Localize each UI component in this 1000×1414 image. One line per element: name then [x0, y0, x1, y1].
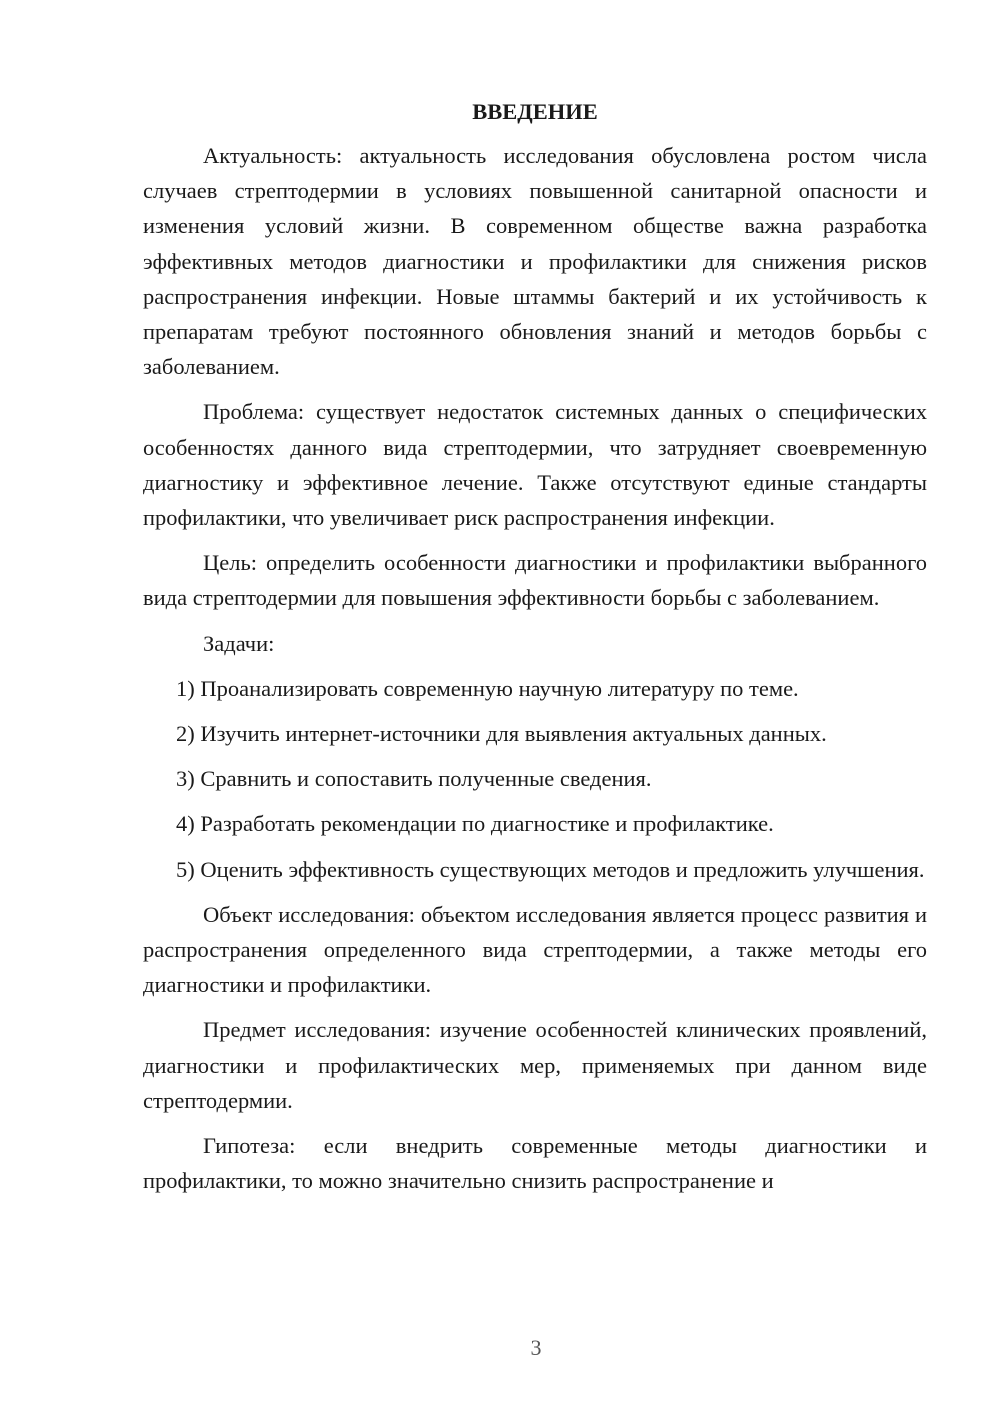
tasks-heading: Задачи: — [203, 630, 275, 656]
paragraph-goal: Цель: определить особенности диагностики и профилактики выбранного вида стрептодермии для повышения эффективности борьбы с заболеванием. — [143, 550, 927, 611]
paragraph-subject: Предмет исследования: изучение особенностей клинических проявлений, диагностики и профилактических мер, применяемых при данном виде стрептодермии. — [143, 1017, 927, 1113]
paragraph-object: Объект исследования: объектом исследования является процесс развития и распространения определенного вида стрептодермии, а также методы его диагностики и профилактики. — [143, 901, 927, 998]
paragraph-hypothesis: Гипотеза: если внедрить современные методы диагностики и профилактики, то можно значительно снизить распространение и — [143, 1133, 927, 1194]
section-title: ВВЕДЕНИЕ — [472, 99, 598, 124]
task-item: 4) Разработать рекомендации по диагностике и профилактике. — [176, 811, 774, 837]
page-number: 3 — [530, 1335, 542, 1360]
paragraph-relevance: Актуальность: актуальность исследования обусловлена ростом числа случаев стрептодермии в условиях повышенной санитарной опасности и изменения условий жизни. В современном обществе важна разработка эффективных методов диагностики и профилактики для снижения рисков распространения инфекции. Новые штаммы бактерий и их устойчивость к препаратам требуют постоянного обновления знаний и методов борьбы с заболеванием. — [143, 143, 927, 380]
task-item: 1) Проанализировать современную научную литературу по теме. — [176, 675, 799, 701]
task-item: 3) Сравнить и сопоставить полученные сведения. — [176, 766, 652, 792]
task-item: 2) Изучить интернет-источники для выявления актуальных данных. — [176, 721, 827, 747]
page-content — [143, 96, 927, 1208]
task-item: 5) Оценить эффективность существующих методов и предложить улучшения. — [176, 856, 925, 882]
paragraph-problem: Проблема: существует недостаток системных данных о специфических особенностях данного вида стрептодермии, что затрудняет своевременную диагностику и эффективное лечение. Также отсутствуют единые стандарты профилактики, что увеличивает риск распространения инфекции. — [143, 399, 927, 531]
